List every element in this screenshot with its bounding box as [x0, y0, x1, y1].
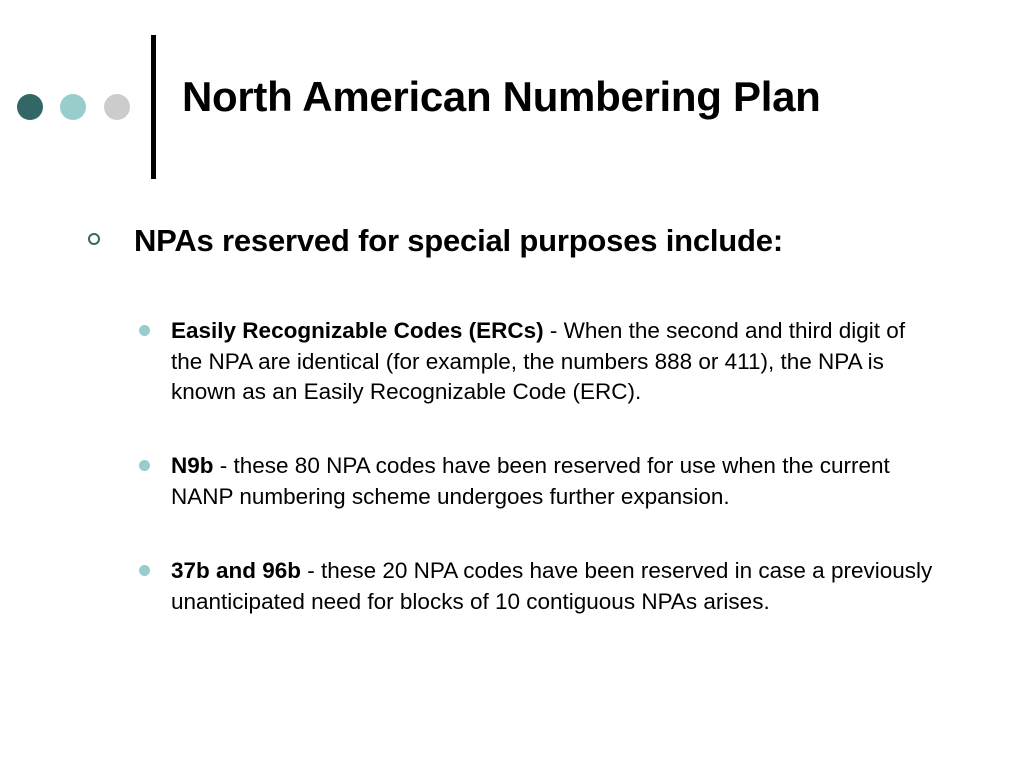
light-teal-dot-icon — [60, 94, 86, 120]
sub-bullet-37b-96b — [139, 556, 939, 617]
gray-dot-icon — [104, 94, 130, 120]
sub-bullet-text — [171, 556, 939, 617]
dot-bullet-icon — [139, 460, 150, 471]
sub-bullet-n9b — [139, 451, 939, 512]
sub-bullet-term: 37b and 96b — [171, 558, 302, 583]
slide-title: North American Numbering Plan — [182, 73, 821, 120]
dot-bullet-icon — [139, 565, 150, 576]
sub-bullet-description: - When the second and third digit of the NPA are identical (for example, the numbers 888 or 411), the NPA is known as an Easily Recognizable Code (ERC). — [171, 318, 906, 404]
sub-bullet-ercs — [139, 316, 939, 408]
dark-teal-dot-icon — [17, 94, 43, 120]
sub-bullet-description: - these 80 NPA codes have been reserved for use when the current NANP numbering scheme undergoes further expansion. — [171, 453, 890, 509]
sub-bullet-text — [171, 451, 939, 512]
decorative-dots — [0, 0, 140, 200]
sub-bullet-term: Easily Recognizable Codes (ERCs) — [171, 318, 544, 343]
ring-bullet-icon — [88, 233, 100, 245]
main-bullet-text: NPAs reserved for special purposes include: — [134, 223, 783, 258]
sub-bullet-text — [171, 316, 939, 408]
sub-bullet-term: N9b — [171, 453, 214, 478]
dot-bullet-icon — [139, 325, 150, 336]
sub-bullet-description: - these 20 NPA codes have been reserved in case a previously unanticipated need for blocks of 10 contiguous NPAs arises. — [171, 558, 933, 614]
title-divider-bar — [151, 35, 156, 179]
main-bullet — [88, 222, 968, 260]
